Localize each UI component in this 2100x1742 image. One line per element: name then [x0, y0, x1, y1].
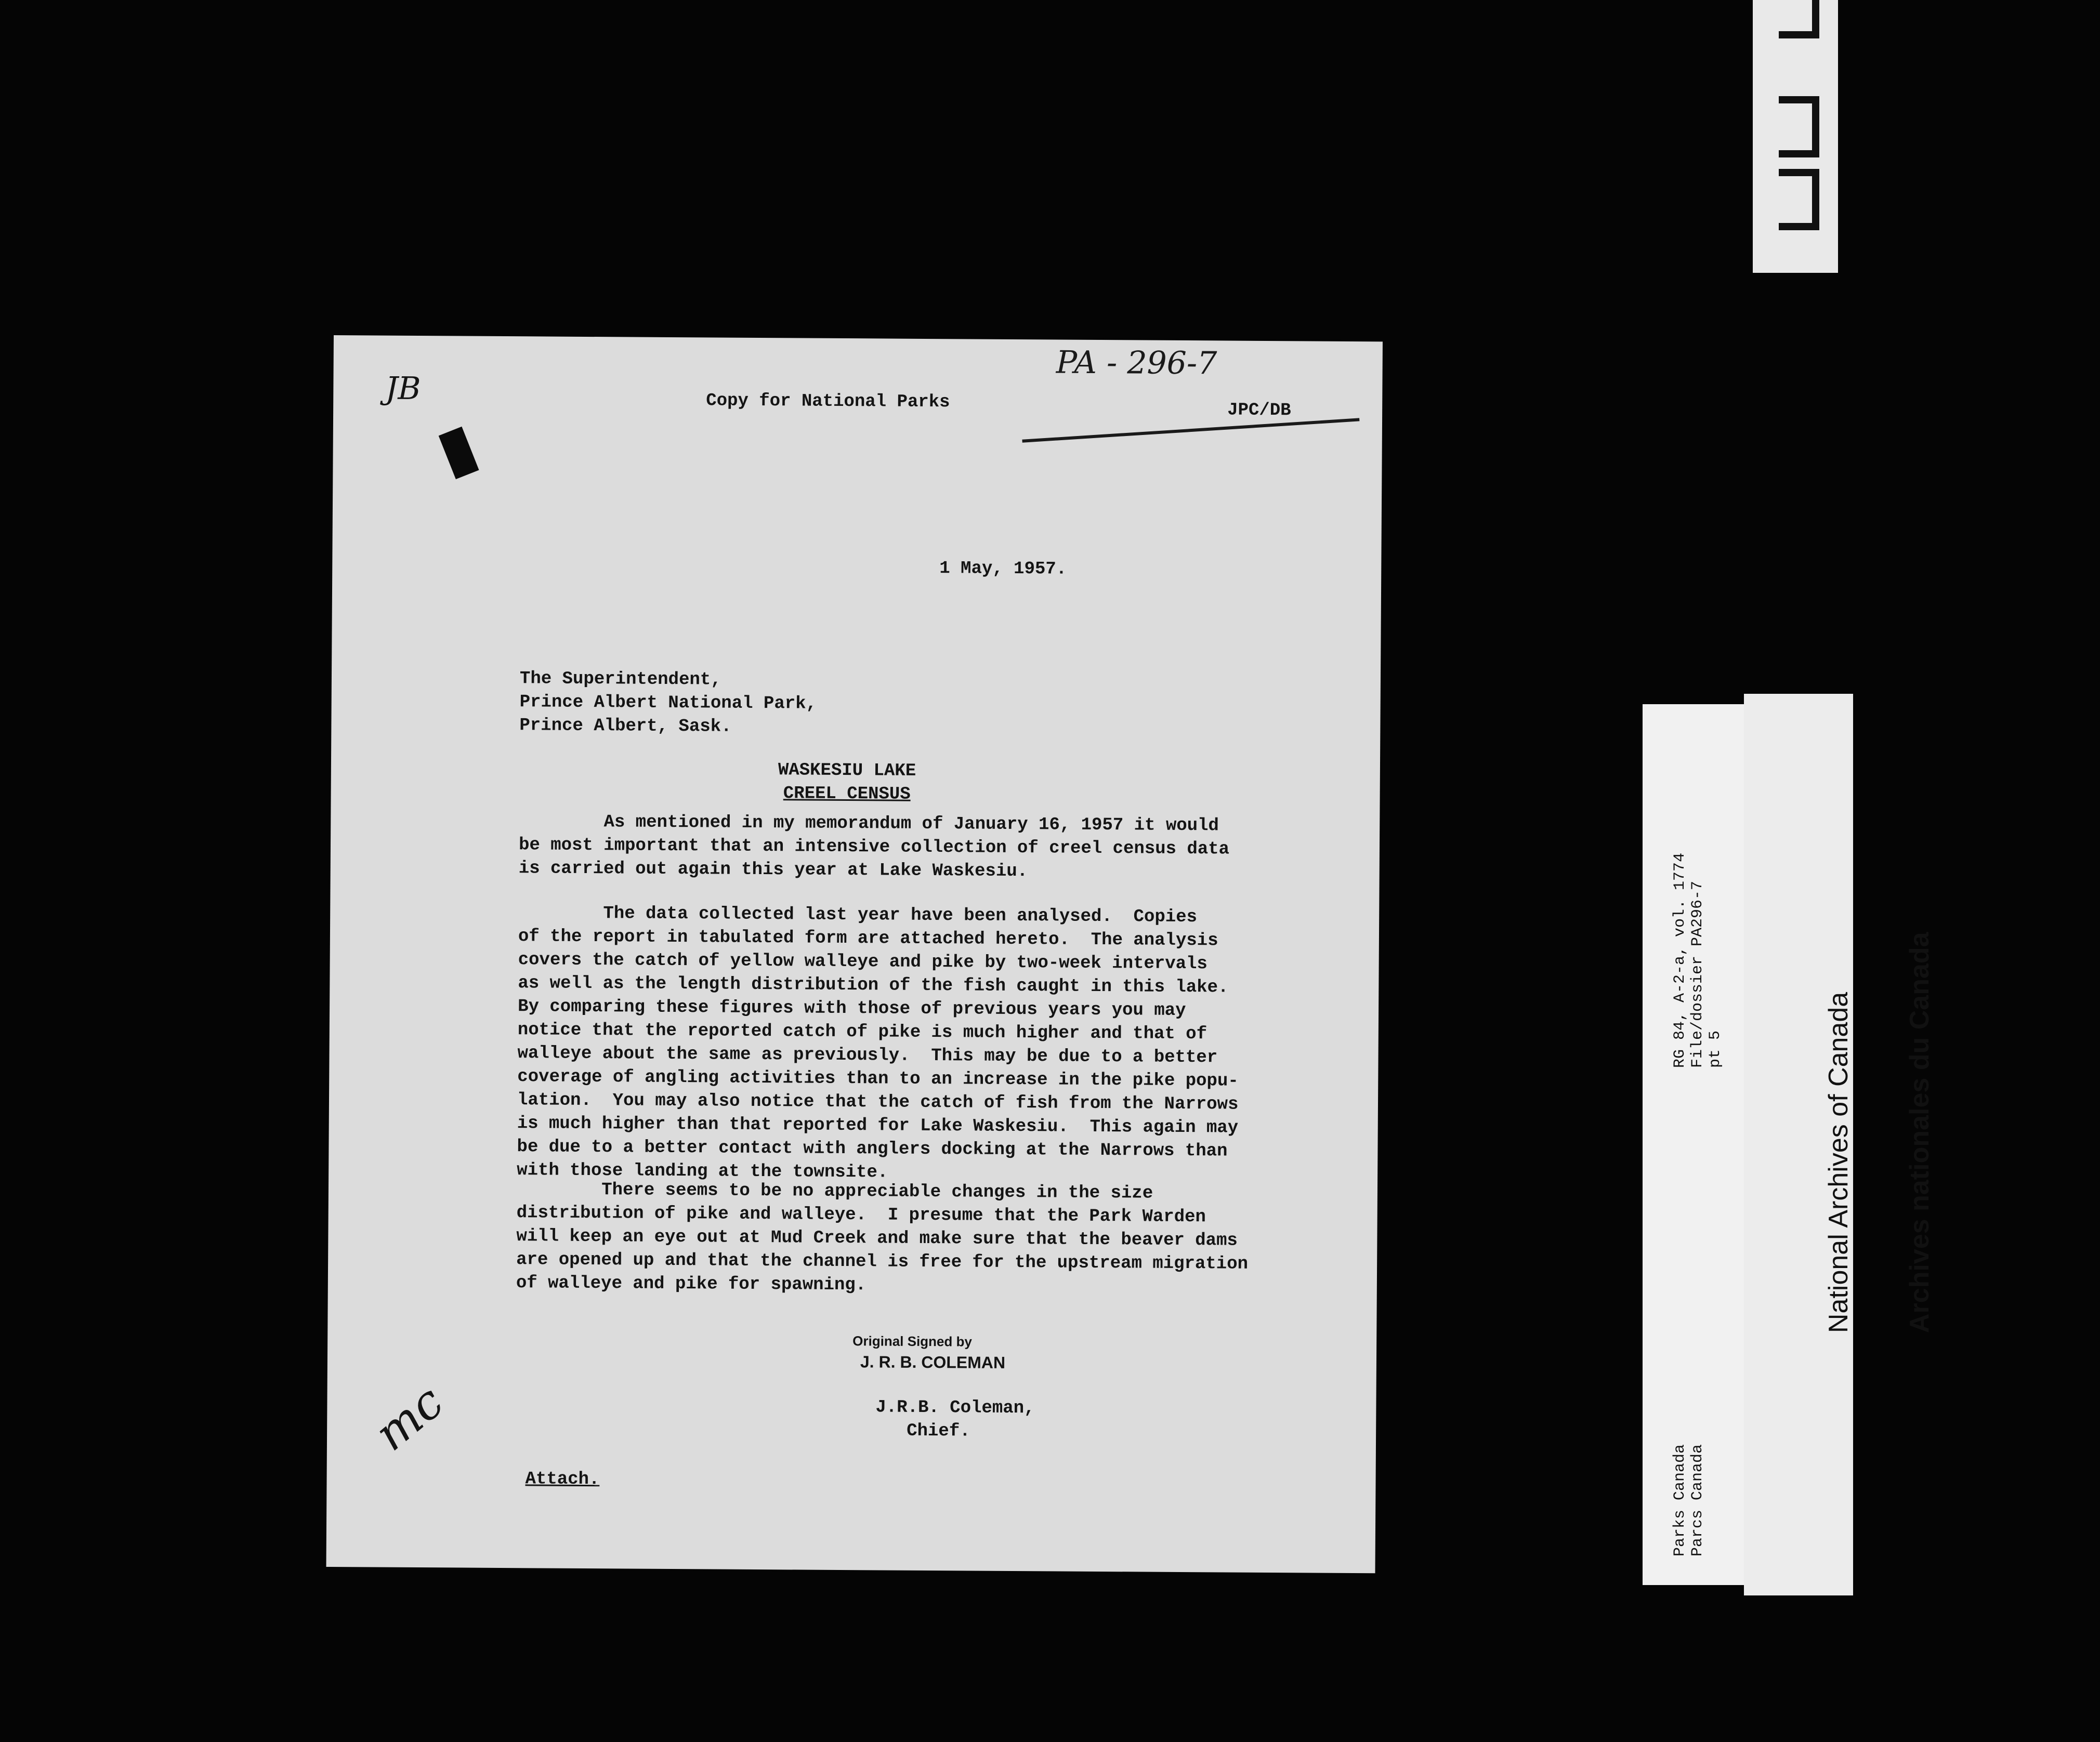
signer-block [875, 1396, 1035, 1444]
archive-reference-label [1643, 704, 1752, 1585]
body-paragraph: The data collected last year have been analysed. Copies of the report in tabulated form are attached hereto. The analysis covers the catch of yellow walleye and pike by two-week intervals as well as the length distribution of the fish caught in this lake. By comparing these figures with those of previous years you may notice that the reported catch of pike is much higher and that of walleye about the same as previously. This may be due to a better coverage of angling activities than to an increase in the pike popu- lation. You may also notice that the catch of fish from the Narrows is much higher than that reported for Lake Waskesiu. This again may be due to a better contact with anglers docking at the Narrows than with those landing at the townsite. [517, 903, 1239, 1183]
parks-canada-text: Parks Canada Parcs Canada [1671, 1444, 1707, 1556]
reference-underline [1022, 418, 1359, 442]
body-paragraph: There seems to be no appreciable changes in the size distribution of pike and walleye. I presume that the Park Warden will keep an eye out at Mud Creek and make sure that the beaver dams are opened up and that the channel is free for the upstream migration of walleye and pike for spawning. [516, 1180, 1249, 1296]
film-mark [1779, 169, 1819, 230]
handwritten-file-reference: PA - 296-7 [1056, 344, 1217, 382]
film-frame-edge [1753, 0, 1838, 273]
subject-heading [778, 759, 916, 807]
handwritten-initial: JB [385, 370, 421, 407]
letter-date: 1 May, 1957. [939, 559, 1067, 579]
letter-page [326, 335, 1383, 1573]
film-mark [1779, 0, 1819, 38]
recipient-address [519, 667, 817, 739]
national-archives-label [1744, 694, 1935, 1595]
original-signed-stamp: Original Signed by [852, 1333, 972, 1350]
attachment-note: Attach. [525, 1469, 600, 1490]
film-mark [1779, 96, 1819, 157]
copy-for-line: Copy for National Parks [706, 391, 950, 413]
archive-name [1771, 932, 1987, 1333]
handwritten-signature: mc [364, 1374, 454, 1462]
subject-line: CREEL CENSUS [783, 784, 911, 804]
archive-reference-text: RG 84, A-2-a, vol. 1774 File/dossier PA296-7 pt 5 [1671, 852, 1724, 1068]
signed-name-stamp: J. R. B. COLEMAN [860, 1352, 1006, 1372]
signer-title: Chief. [907, 1421, 970, 1442]
signer-name: J.R.B. Coleman, [875, 1397, 1035, 1419]
address-line: Prince Albert, Sask. [519, 716, 732, 737]
typist-initials: JPC/DB [1227, 400, 1291, 421]
archive-name-fr: Archives nationales du Canada [1905, 932, 1935, 1333]
address-line: Prince Albert National Park, [519, 692, 817, 714]
body-paragraph: As mentioned in my memorandum of January 16, 1957 it would be most important that an intensive collection of creel census data is carried out again this year at Lake Waskesiu. [518, 812, 1230, 882]
subject-line: WASKESIU LAKE [778, 760, 916, 781]
address-line: The Superintendent, [519, 669, 721, 690]
ink-blot [439, 427, 479, 479]
archive-name-en: National Archives of Canada [1823, 992, 1854, 1333]
